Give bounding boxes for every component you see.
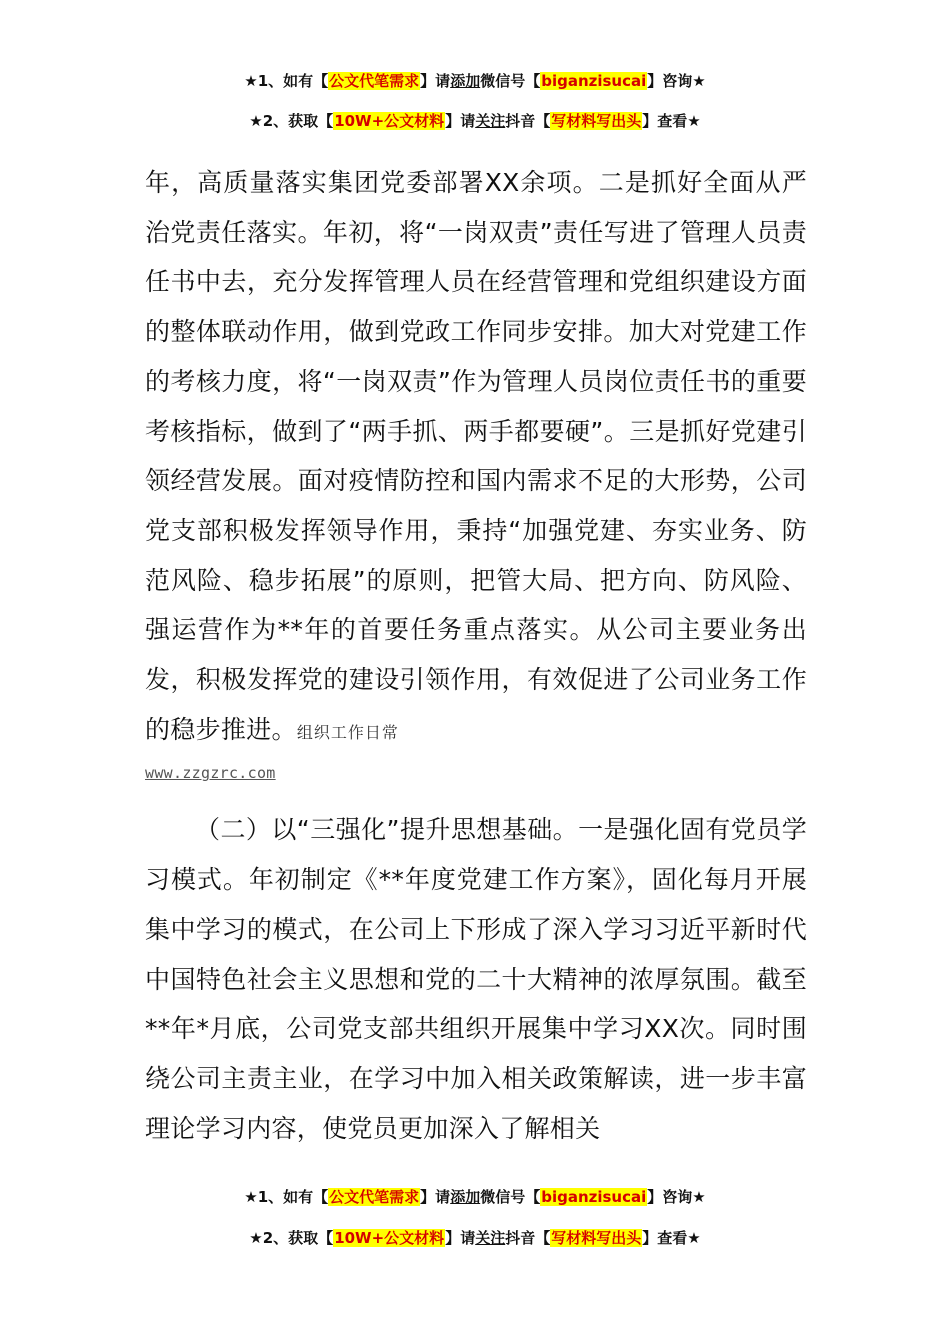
notice-underlined: 关注 xyxy=(475,112,506,130)
highlight-douyin: 写材料写出头 xyxy=(551,1229,642,1247)
notice-prefix: ★2、获取【 xyxy=(249,112,334,130)
source-url-line xyxy=(145,761,807,785)
footer-notice-1 xyxy=(0,1186,950,1208)
notice-underlined: 添加 xyxy=(450,1188,481,1206)
notice-text: 】请 xyxy=(445,112,476,130)
document-body xyxy=(145,158,807,1153)
notice-text: 抖音【 xyxy=(505,1229,551,1247)
notice-text: 】请 xyxy=(445,1229,476,1247)
header-notice-1 xyxy=(0,70,950,92)
notice-text: 】请 xyxy=(420,72,451,90)
highlight-service: 公文代笔需求 xyxy=(329,72,420,90)
source-link[interactable]: www.zzgzrc.com xyxy=(145,764,276,783)
highlight-materials: 10W+公文材料 xyxy=(334,1229,445,1247)
header-notice-2 xyxy=(0,110,950,132)
highlight-materials: 10W+公文材料 xyxy=(334,112,445,130)
notice-suffix: 】查看★ xyxy=(642,112,701,130)
highlight-service: 公文代笔需求 xyxy=(329,1188,420,1206)
notice-prefix: ★1、如有【 xyxy=(244,1188,329,1206)
highlight-wechat-id: biganzisucai xyxy=(541,72,647,90)
highlight-douyin: 写材料写出头 xyxy=(551,112,642,130)
paragraph: （二）以“三强化”提升思想基础。一是强化固有党员学习模式。年初制定《**年度党建工作方案》，固化每月开展集中学习的模式，在公司上下形成了深入学习习近平新时代中国特色社会主义思想和党的二十大精神的浓厚氛围。截至**年*月底，公司党支部共组织开展集中学习XX次。同时围绕公司主责主业，在学习中加入相关政策解读，进一步丰富理论学习内容，使党员更加深入了解相关 xyxy=(145,815,807,1143)
notice-suffix: 】咨询★ xyxy=(647,72,706,90)
paragraph xyxy=(145,158,807,757)
highlight-wechat-id: biganzisucai xyxy=(541,1188,647,1206)
notice-prefix: ★2、获取【 xyxy=(249,1229,334,1247)
notice-suffix: 】咨询★ xyxy=(647,1188,706,1206)
notice-prefix: ★1、如有【 xyxy=(244,72,329,90)
notice-text: 抖音【 xyxy=(505,112,551,130)
source-note: 组织工作日常 xyxy=(296,722,399,742)
footer-notice-2 xyxy=(0,1227,950,1249)
notice-text: 微信号【 xyxy=(480,72,541,90)
notice-text: 】请 xyxy=(420,1188,451,1206)
notice-text: 微信号【 xyxy=(480,1188,541,1206)
notice-suffix: 】查看★ xyxy=(642,1229,701,1247)
notice-underlined: 关注 xyxy=(475,1229,506,1247)
notice-underlined: 添加 xyxy=(450,72,481,90)
paragraph-text: 年，高质量落实集团党委部署XX余项。二是抓好全面从严治党责任落实。年初，将“一岗双责”责任写进了管理人员责任书中去，充分发挥管理人员在经营管理和党组织建设方面的整体联动作用，做到党政工作同步安排。加大对党建工作的考核力度，将“一岗双责”作为管理人员岗位责任书的重要考核指标，做到了“两手抓、两手都要硬”。三是抓好党建引领经营发展。面对疫情防控和国内需求不足的大形势，公司党支部积极发挥领导作用，秉持“加强党建、夯实业务、防范风险、稳步拓展”的原则，把管大局、把方向、防风险、强运营作为**年的首要任务重点落实。从公司主要业务出发，积极发挥党的建设引领作用，有效促进了公司业务工作的稳步推进。 xyxy=(145,168,807,744)
